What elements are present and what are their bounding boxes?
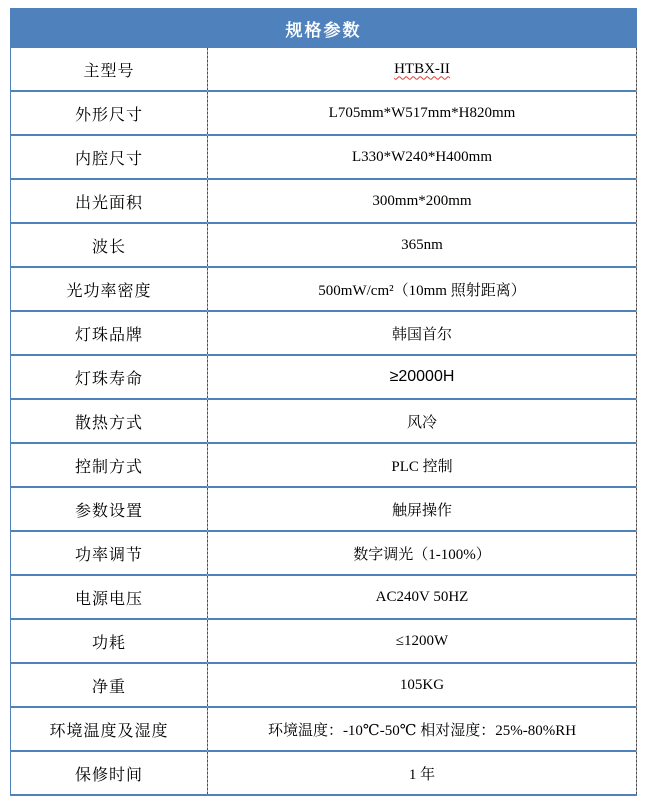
table-row [11,708,637,752]
table-row [11,620,637,664]
table-row [11,400,637,444]
spec-value-cell [207,180,637,222]
spec-label-cell [11,708,207,750]
spec-value-text: 韩国首尔 [391,326,452,343]
spec-value-cell [207,356,637,398]
table-row [11,312,637,356]
spec-value-cell [207,92,637,134]
spec-label-text: 散热方式 [74,414,143,432]
spec-label-cell [11,180,207,222]
spec-label-text: 电源电压 [74,590,143,608]
table-row [11,752,637,794]
spec-label-text: 光功率密度 [66,282,152,300]
spec-label-cell [11,532,207,574]
table-row [11,136,637,180]
spec-label-cell [11,488,207,530]
spec-label-cell [11,92,207,134]
spec-label-text: 参数设置 [74,502,143,520]
spec-value-text: 数字调光（1-100%） [353,546,491,563]
table-row [11,92,637,136]
table-row [11,488,637,532]
spec-label-text: 灯珠寿命 [74,370,143,388]
spec-value-cell [207,312,637,354]
spec-value-cell [207,444,637,486]
spec-value-text: 环境温度：-10℃-50℃ 相对湿度：25%-80%RH [267,722,577,739]
spec-label-text: 出光面积 [74,194,143,212]
spec-table [10,8,637,796]
column-divider-line [207,48,208,794]
spec-value-cell [207,620,637,662]
spec-label-cell [11,48,207,90]
spec-label-cell [11,136,207,178]
spec-value-cell [207,400,637,442]
spec-label-text: 主型号 [83,62,135,80]
spec-value-text: ≤1200W [395,632,449,649]
spec-value-text: 365nm [401,236,443,253]
spec-label-cell [11,356,207,398]
spec-value-cell [207,136,637,178]
spec-value-cell [207,576,637,618]
table-row [11,444,637,488]
spec-value-text: 300mm*200mm [372,192,472,209]
spec-label-text: 保修时间 [74,766,143,784]
spec-label-cell [11,224,207,266]
spec-label-text: 外形尺寸 [74,106,143,124]
spec-value-cell [207,268,637,310]
spec-table-body [10,48,637,796]
spec-label-text: 功率调节 [74,546,143,564]
spec-value-cell [207,224,637,266]
spec-value-cell [207,48,637,90]
spec-value-cell [207,532,637,574]
spec-value-cell [207,664,637,706]
spec-label-cell [11,268,207,310]
spec-label-text: 内腔尺寸 [74,150,143,168]
spec-label-text: 控制方式 [74,458,143,476]
spec-label-cell [11,752,207,794]
spec-value-text: AC240V 50HZ [375,588,469,605]
table-row [11,576,637,620]
spec-value-text: 500mW/cm²（10mm 照射距离） [318,282,526,299]
spec-value-text: 1 年 [408,766,436,783]
spec-value-text: 触屏操作 [391,502,452,519]
spec-label-cell [11,312,207,354]
spec-value-text: PLC 控制 [391,458,453,475]
spec-value-cell [207,488,637,530]
table-right-border-line [636,48,637,794]
spec-label-cell [11,444,207,486]
table-row [11,180,637,224]
spec-value-text: 105KG [399,676,445,693]
spec-value-cell [207,752,637,794]
table-row [11,268,637,312]
spec-label-text: 净重 [91,678,126,696]
spec-value-text: L330*W240*H400mm [352,148,492,165]
spec-label-text: 环境温度及湿度 [49,722,169,740]
spec-value-text: L705mm*W517mm*H820mm [328,104,516,121]
spec-label-text: 波长 [91,238,126,256]
table-row [11,224,637,268]
table-row [11,48,637,92]
table-row [11,356,637,400]
table-title-text: 规格参数 [285,20,362,40]
spec-label-cell [11,576,207,618]
table-title [10,8,637,48]
spec-value-text: HTBX-II [394,60,450,77]
spec-label-text: 灯珠品牌 [74,326,143,344]
table-row [11,532,637,576]
spec-value-cell [207,708,637,750]
spec-label-cell [11,400,207,442]
spec-value-text: ≥20000H [389,368,455,385]
table-row [11,664,637,708]
spec-value-text: 风冷 [406,414,437,431]
spec-label-cell [11,664,207,706]
spec-label-cell [11,620,207,662]
spec-label-text: 功耗 [91,634,126,652]
